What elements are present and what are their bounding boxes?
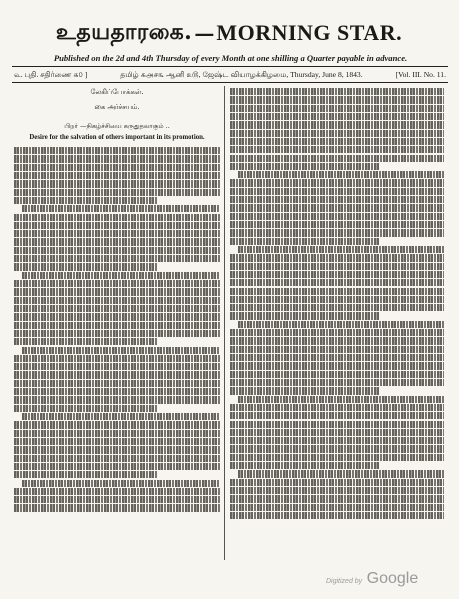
masthead	[14, 18, 444, 48]
text-line	[14, 172, 220, 179]
text-line	[14, 455, 220, 462]
google-watermark	[326, 570, 418, 588]
text-line	[22, 413, 220, 420]
text-line	[14, 446, 220, 453]
text-line	[14, 214, 220, 221]
dateline	[14, 70, 446, 80]
top-rule	[12, 66, 448, 67]
text-line	[230, 105, 444, 112]
text-line	[230, 121, 444, 128]
text-line	[14, 230, 220, 237]
text-line	[14, 164, 220, 171]
text-line	[230, 263, 444, 270]
text-line	[230, 504, 444, 511]
text-line	[230, 279, 444, 286]
text-line	[22, 205, 220, 212]
text-line	[14, 396, 220, 403]
text-line	[230, 88, 444, 95]
right-body-text	[230, 88, 444, 519]
text-line	[230, 462, 380, 469]
text-line	[14, 180, 220, 187]
text-line	[22, 347, 220, 354]
text-line	[14, 488, 220, 495]
text-line	[14, 355, 220, 362]
text-line	[230, 445, 444, 452]
text-line	[230, 204, 444, 211]
watermark-brand: Google	[366, 570, 419, 587]
text-line	[14, 438, 220, 445]
text-line	[230, 312, 380, 319]
text-line	[14, 263, 158, 270]
text-line	[230, 387, 380, 394]
text-line	[230, 163, 380, 170]
watermark-prefix: Digitized by	[326, 578, 363, 585]
text-line	[230, 238, 380, 245]
text-line	[230, 437, 444, 444]
text-line	[230, 495, 444, 502]
text-line	[14, 189, 220, 196]
text-line	[238, 246, 444, 253]
publication-notice: Published on the 2d and 4th Thursday of every Month at one shilling a Quarter payable in advance.	[53, 53, 408, 63]
column-divider	[224, 86, 225, 560]
section-heading: லேகிப்போக்கள்.	[90, 88, 144, 96]
masthead-dash: —	[194, 21, 215, 45]
epigraph-english: Desire for the salvation of others important in its promotion.	[29, 134, 205, 141]
text-line	[230, 213, 444, 220]
text-line	[230, 362, 444, 369]
text-line	[230, 337, 444, 344]
left-column	[14, 88, 220, 513]
text-line	[14, 430, 220, 437]
text-line	[22, 272, 220, 279]
text-line	[230, 479, 444, 486]
text-line	[14, 504, 220, 511]
text-line	[230, 296, 444, 303]
text-line	[14, 322, 220, 329]
text-line	[230, 196, 444, 203]
text-line	[14, 313, 220, 320]
text-line	[230, 229, 444, 236]
text-line	[14, 371, 220, 378]
text-line	[14, 222, 220, 229]
text-line	[230, 429, 444, 436]
text-line	[230, 138, 444, 145]
masthead-english-title: MORNING STAR.	[216, 20, 403, 45]
text-line	[14, 280, 220, 287]
epigraph-tamil: பிறர் —நிகழ்ச்சியை கருதுதலாகும் ..	[64, 122, 170, 130]
text-line	[14, 338, 158, 345]
text-line	[230, 288, 444, 295]
text-line	[14, 238, 220, 245]
text-line	[230, 221, 444, 228]
text-line	[230, 346, 444, 353]
text-line	[230, 146, 444, 153]
text-line	[14, 496, 220, 503]
text-line	[230, 354, 444, 361]
dateline-right: [Vol. III. No. 11.	[395, 70, 446, 79]
text-line	[14, 380, 220, 387]
text-line	[230, 130, 444, 137]
text-line	[230, 404, 444, 411]
text-line	[238, 171, 444, 178]
text-line	[14, 363, 220, 370]
text-line	[238, 321, 444, 328]
left-body-text	[14, 147, 220, 512]
masthead-tamil-title: உதயதாரகை.	[55, 18, 193, 45]
text-line	[14, 197, 158, 204]
text-line	[230, 421, 444, 428]
text-line	[230, 155, 444, 162]
text-line	[14, 421, 220, 428]
bottom-rule	[12, 82, 448, 83]
text-line	[230, 371, 444, 378]
text-line	[238, 396, 444, 403]
dateline-left: ௳. புதி. சதிர்ணை ௧௦ ]	[14, 70, 88, 79]
text-line	[14, 463, 220, 470]
text-line	[14, 405, 158, 412]
text-line	[14, 288, 220, 295]
article-title: கை அர்ச்சயம்.	[94, 103, 140, 111]
text-line	[14, 297, 220, 304]
text-line	[230, 454, 444, 461]
text-line	[14, 471, 158, 478]
text-line	[230, 179, 444, 186]
text-line	[230, 512, 444, 519]
text-line	[14, 330, 220, 337]
text-line	[230, 271, 444, 278]
text-line	[14, 155, 220, 162]
text-line	[230, 96, 444, 103]
text-line	[14, 305, 220, 312]
dateline-middle: தமிழ் ௧௮௪௩ ஆனி ௨௫, ஜேஷ்ட வியாழக்கிழமை, Thursday, June 8, 1843.	[120, 70, 363, 79]
text-line	[22, 480, 220, 487]
text-line	[230, 304, 444, 311]
text-line	[238, 470, 444, 477]
text-line	[230, 113, 444, 120]
text-line	[14, 255, 220, 262]
text-line	[230, 329, 444, 336]
text-line	[14, 388, 220, 395]
text-line	[230, 254, 444, 261]
text-line	[230, 487, 444, 494]
text-line	[230, 412, 444, 419]
text-line	[230, 379, 444, 386]
text-line	[14, 247, 220, 254]
text-line	[14, 147, 220, 154]
text-line	[230, 188, 444, 195]
right-column	[230, 88, 444, 520]
